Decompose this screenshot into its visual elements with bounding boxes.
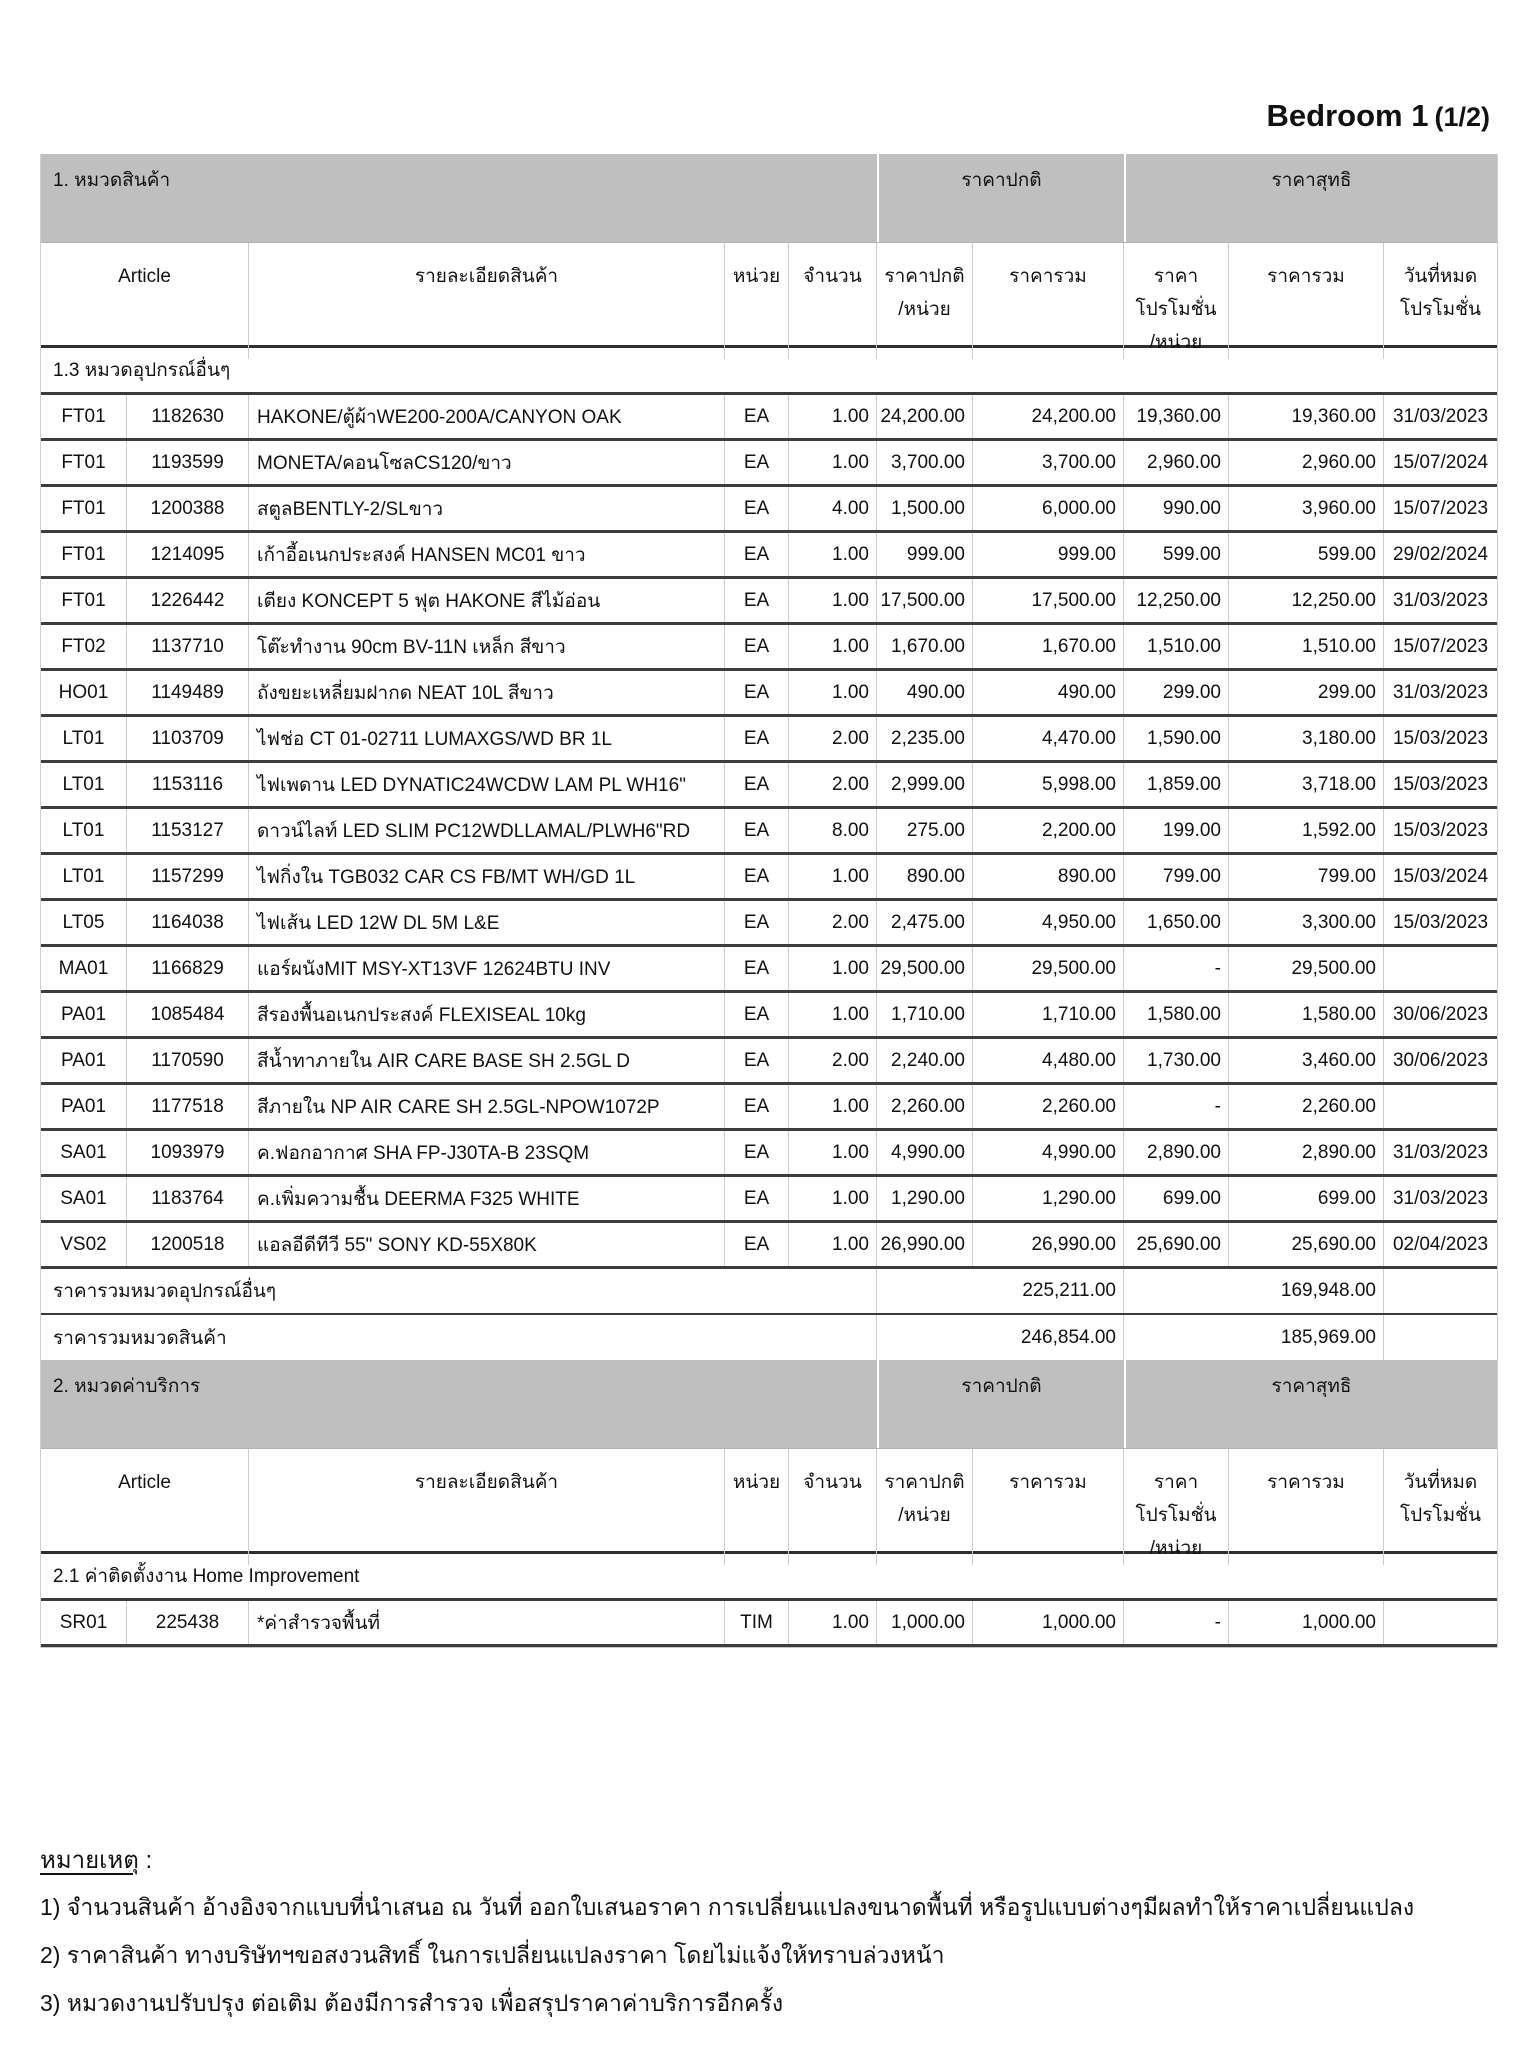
summary-net-total: 185,969.00	[1124, 1315, 1384, 1360]
table-row	[41, 763, 1497, 809]
description-cell: ไฟช่อ CT 01-02711 LUMAXGS/WD BR 1L	[249, 717, 725, 760]
total-price-cell: 1,290.00	[973, 1177, 1124, 1220]
description-cell: แอลอีดีทีวี 55" SONY KD-55X80K	[249, 1223, 725, 1266]
article-type-cell: LT05	[41, 901, 127, 944]
article-code-cell: 1182630	[127, 395, 249, 438]
description-cell: *ค่าสำรวจพื้นที่	[249, 1601, 725, 1644]
unit-price-cell: 1,290.00	[877, 1177, 973, 1220]
promo-unit-price-cell: 1,859.00	[1124, 763, 1229, 806]
promo-total-cell: 3,180.00	[1229, 717, 1384, 760]
table-row	[41, 395, 1497, 441]
promo-unit-price-cell: 1,590.00	[1124, 717, 1229, 760]
promo-expiry-cell: 15/03/2023	[1392, 911, 1489, 933]
table-row	[41, 487, 1497, 533]
description-cell: ค.ฟอกอากาศ SHA FP-J30TA-B 23SQM	[249, 1131, 725, 1174]
col-normal-unit-price-header: ราคาปกติ /หน่วย	[877, 243, 973, 359]
qty-cell: 1.00	[789, 579, 877, 622]
promo-total-cell: 3,718.00	[1229, 763, 1384, 806]
table-row	[41, 1177, 1497, 1223]
table-row	[41, 1131, 1497, 1177]
total-price-cell: 26,990.00	[973, 1223, 1124, 1266]
table-body-products	[41, 395, 1497, 1269]
col-promo-unit-price-header: ราคา โปรโมชั่น /หน่วย	[1124, 243, 1229, 359]
article-type-cell: SA01	[41, 1131, 127, 1174]
section-band-products	[41, 154, 1497, 243]
col-net-total-header: ราคารวม	[1229, 243, 1384, 359]
article-type-cell: PA01	[41, 993, 127, 1036]
qty-cell: 1.00	[789, 1177, 877, 1220]
qty-cell: 1.00	[789, 625, 877, 668]
promo-expiry-cell	[1384, 1085, 1497, 1128]
article-type-cell: SR01	[41, 1601, 127, 1644]
promo-unit-price-cell: 12,250.00	[1124, 579, 1229, 622]
table-row	[41, 533, 1497, 579]
unit-cell: EA	[725, 625, 789, 668]
article-type-cell: MA01	[41, 947, 127, 990]
promo-total-cell: 12,250.00	[1229, 579, 1384, 622]
table-row	[41, 947, 1497, 993]
promo-total-cell: 599.00	[1229, 533, 1384, 576]
promo-unit-price-cell: 799.00	[1124, 855, 1229, 898]
unit-cell: EA	[725, 533, 789, 576]
article-code-cell: 1153116	[127, 763, 249, 806]
article-code-cell: 1183764	[127, 1177, 249, 1220]
promo-total-cell: 2,960.00	[1229, 441, 1384, 484]
total-price-cell: 2,200.00	[973, 809, 1124, 852]
article-type-cell: FT01	[41, 533, 127, 576]
subsection-label: 2.1 ค่าติดตั้งงาน Home Improvement	[53, 1566, 360, 1587]
description-cell: สีภายใน NP AIR CARE SH 2.5GL-NPOW1072P	[249, 1085, 725, 1128]
table-row	[41, 901, 1497, 947]
col-qty-header: จำนวน	[789, 1449, 877, 1565]
article-code-cell: 1153127	[127, 809, 249, 852]
note-line: 2) ราคาสินค้า ทางบริษัทฯขอสงวนสิทธิ์ ในการเปลี่ยนแปลงราคา โดยไม่แจ้งให้ทราบล่วงหน้า	[40, 1942, 945, 1968]
unit-price-cell: 26,990.00	[877, 1223, 973, 1266]
promo-total-cell: 3,300.00	[1229, 901, 1384, 944]
promo-expiry-cell: 02/04/2023	[1392, 1233, 1489, 1255]
article-code-cell: 1177518	[127, 1085, 249, 1128]
total-price-cell: 29,500.00	[973, 947, 1124, 990]
description-cell: MONETA/คอนโซลCS120/ขาว	[249, 441, 725, 484]
promo-expiry-cell: 31/03/2023	[1392, 1187, 1489, 1209]
unit-price-cell: 4,990.00	[877, 1131, 973, 1174]
promo-unit-price-cell: 19,360.00	[1124, 395, 1229, 438]
table-row	[41, 855, 1497, 901]
article-type-cell: FT01	[41, 395, 127, 438]
summary-label: ราคารวมหมวดสินค้า	[41, 1315, 877, 1360]
promo-unit-price-cell: 1,650.00	[1124, 901, 1229, 944]
total-price-cell: 2,260.00	[973, 1085, 1124, 1128]
summary-expiry-empty	[1384, 1269, 1497, 1313]
total-price-cell: 4,480.00	[973, 1039, 1124, 1082]
unit-price-cell: 2,240.00	[877, 1039, 973, 1082]
qty-cell: 1.00	[789, 1131, 877, 1174]
qty-cell: 1.00	[789, 1223, 877, 1266]
unit-price-cell: 3,700.00	[877, 441, 973, 484]
col-description-header: รายละเอียดสินค้า	[249, 243, 725, 359]
unit-price-cell: 1,000.00	[877, 1601, 973, 1644]
promo-unit-price-cell: 990.00	[1124, 487, 1229, 530]
description-cell: HAKONE/ตู้ผ้าWE200-200A/CANYON OAK	[249, 395, 725, 438]
qty-cell: 1.00	[789, 671, 877, 714]
summary-row-other-equipment	[41, 1269, 1497, 1315]
total-price-cell: 490.00	[973, 671, 1124, 714]
promo-unit-price-cell: -	[1124, 1085, 1229, 1128]
article-code-cell: 1157299	[127, 855, 249, 898]
description-cell: ค.เพิ่มความชื้น DEERMA F325 WHITE	[249, 1177, 725, 1220]
description-cell: เตียง KONCEPT 5 ฟุต HAKONE สีไม้อ่อน	[249, 579, 725, 622]
article-type-cell: HO01	[41, 671, 127, 714]
description-cell: ไฟเส้น LED 12W DL 5M L&E	[249, 901, 725, 944]
article-code-cell: 1137710	[127, 625, 249, 668]
table-row	[41, 993, 1497, 1039]
promo-total-cell: 2,260.00	[1229, 1085, 1384, 1128]
qty-cell: 1.00	[789, 993, 877, 1036]
table-row	[41, 809, 1497, 855]
table-row	[41, 1223, 1497, 1269]
total-price-cell: 890.00	[973, 855, 1124, 898]
article-code-cell: 1200388	[127, 487, 249, 530]
unit-price-cell: 2,260.00	[877, 1085, 973, 1128]
article-type-cell: VS02	[41, 1223, 127, 1266]
total-price-cell: 5,998.00	[973, 763, 1124, 806]
promo-unit-price-cell: 599.00	[1124, 533, 1229, 576]
total-price-cell: 1,710.00	[973, 993, 1124, 1036]
description-cell: ไฟเพดาน LED DYNATIC24WCDW LAM PL WH16"	[249, 763, 725, 806]
unit-cell: EA	[725, 1039, 789, 1082]
summary-expiry-empty	[1384, 1315, 1497, 1360]
article-code-cell: 1226442	[127, 579, 249, 622]
article-type-cell: FT02	[41, 625, 127, 668]
promo-total-cell: 1,592.00	[1229, 809, 1384, 852]
article-code-cell: 1193599	[127, 441, 249, 484]
promo-expiry-cell: 31/03/2023	[1392, 589, 1489, 611]
col-normal-total-header: ราคารวม	[973, 1449, 1124, 1565]
unit-price-cell: 2,475.00	[877, 901, 973, 944]
description-cell: เก้าอี้อเนกประสงค์ HANSEN MC01 ขาว	[249, 533, 725, 576]
description-cell: สีน้ำทาภายใน AIR CARE BASE SH 2.5GL D	[249, 1039, 725, 1082]
total-price-cell: 4,950.00	[973, 901, 1124, 944]
promo-unit-price-cell: 25,690.00	[1124, 1223, 1229, 1266]
band-net-price-label: ราคาสุทธิ	[1124, 154, 1497, 242]
total-price-cell: 17,500.00	[973, 579, 1124, 622]
promo-total-cell: 29,500.00	[1229, 947, 1384, 990]
col-promo-expiry-header: วันที่หมด โปรโมชั่น	[1399, 1472, 1482, 1526]
promo-expiry-cell	[1384, 1601, 1497, 1644]
promo-expiry-cell: 15/03/2023	[1392, 727, 1489, 749]
table-row	[41, 1039, 1497, 1085]
table-row	[41, 441, 1497, 487]
subsection-label: 1.3 หมวดอุปกรณ์อื่นๆ	[53, 360, 231, 381]
unit-cell: EA	[725, 1085, 789, 1128]
unit-price-cell: 17,500.00	[877, 579, 973, 622]
summary-normal-total: 246,854.00	[877, 1315, 1124, 1360]
unit-price-cell: 1,710.00	[877, 993, 973, 1036]
qty-cell: 1.00	[789, 947, 877, 990]
promo-unit-price-cell: -	[1124, 1601, 1229, 1644]
unit-cell: TIM	[725, 1601, 789, 1644]
band-normal-price-label: ราคาปกติ	[877, 154, 1124, 242]
table-row	[41, 1601, 1497, 1647]
promo-total-cell: 799.00	[1229, 855, 1384, 898]
promo-total-cell: 1,000.00	[1229, 1601, 1384, 1644]
col-promo-expiry-header: วันที่หมด โปรโมชั่น	[1399, 266, 1482, 320]
article-type-cell: LT01	[41, 809, 127, 852]
column-header-row	[41, 243, 1497, 353]
total-price-cell: 3,700.00	[973, 441, 1124, 484]
page-title	[1267, 98, 1490, 134]
article-type-cell: SA01	[41, 1177, 127, 1220]
table-row	[41, 671, 1497, 717]
qty-cell: 1.00	[789, 395, 877, 438]
promo-unit-price-cell: 1,580.00	[1124, 993, 1229, 1036]
total-price-cell: 1,670.00	[973, 625, 1124, 668]
description-cell: แอร์ผนังMIT MSY-XT13VF 12624BTU INV	[249, 947, 725, 990]
unit-cell: EA	[725, 1177, 789, 1220]
promo-expiry-cell: 15/07/2024	[1392, 451, 1489, 473]
notes-block	[40, 1846, 1510, 2036]
col-normal-total-header: ราคารวม	[973, 243, 1124, 359]
col-qty-header: จำนวน	[789, 243, 877, 359]
article-type-cell: FT01	[41, 487, 127, 530]
unit-cell: EA	[725, 901, 789, 944]
col-article-header: Article	[41, 243, 249, 359]
promo-expiry-cell: 15/03/2023	[1392, 773, 1489, 795]
promo-total-cell: 1,580.00	[1229, 993, 1384, 1036]
unit-price-cell: 490.00	[877, 671, 973, 714]
article-code-cell: 1200518	[127, 1223, 249, 1266]
unit-cell: EA	[725, 947, 789, 990]
unit-cell: EA	[725, 993, 789, 1036]
promo-total-cell: 3,960.00	[1229, 487, 1384, 530]
unit-cell: EA	[725, 1131, 789, 1174]
unit-cell: EA	[725, 763, 789, 806]
promo-expiry-cell: 31/03/2023	[1392, 681, 1489, 703]
promo-unit-price-cell: 199.00	[1124, 809, 1229, 852]
promo-total-cell: 1,510.00	[1229, 625, 1384, 668]
col-normal-unit-price-header: ราคาปกติ /หน่วย	[877, 1449, 973, 1565]
article-code-cell: 1103709	[127, 717, 249, 760]
band-net-price-label: ราคาสุทธิ	[1124, 1360, 1497, 1448]
col-article-header: Article	[41, 1449, 249, 1565]
page-title-text: Bedroom 1	[1266, 98, 1429, 133]
unit-cell: EA	[725, 717, 789, 760]
promo-expiry-cell: 15/03/2024	[1392, 865, 1489, 887]
table-body-services	[41, 1601, 1497, 1648]
col-unit-header: หน่วย	[725, 1449, 789, 1565]
unit-cell: EA	[725, 809, 789, 852]
summary-row-all-products	[41, 1315, 1497, 1360]
unit-price-cell: 275.00	[877, 809, 973, 852]
unit-cell: EA	[725, 441, 789, 484]
promo-unit-price-cell: 2,960.00	[1124, 441, 1229, 484]
description-cell: สีรองพื้นอเนกประสงค์ FLEXISEAL 10kg	[249, 993, 725, 1036]
promo-total-cell: 299.00	[1229, 671, 1384, 714]
promo-expiry-cell: 15/07/2023	[1392, 497, 1489, 519]
unit-price-cell: 999.00	[877, 533, 973, 576]
unit-cell: EA	[725, 395, 789, 438]
description-cell: โต๊ะทำงาน 90cm BV-11N เหล็ก สีขาว	[249, 625, 725, 668]
unit-cell: EA	[725, 671, 789, 714]
promo-unit-price-cell: 2,890.00	[1124, 1131, 1229, 1174]
article-type-cell: FT01	[41, 441, 127, 484]
article-type-cell: LT01	[41, 717, 127, 760]
total-price-cell: 1,000.00	[973, 1601, 1124, 1644]
unit-cell: EA	[725, 487, 789, 530]
table-row	[41, 1085, 1497, 1131]
unit-price-cell: 890.00	[877, 855, 973, 898]
promo-expiry-cell: 29/02/2024	[1392, 543, 1489, 565]
article-type-cell: FT01	[41, 579, 127, 622]
article-type-cell: PA01	[41, 1085, 127, 1128]
description-cell: สตูลBENTLY-2/SLขาว	[249, 487, 725, 530]
quotation-table	[40, 154, 1498, 1648]
promo-expiry-cell: 31/03/2023	[1392, 1141, 1489, 1163]
unit-price-cell: 1,500.00	[877, 487, 973, 530]
section-band-services	[41, 1360, 1497, 1449]
article-code-cell: 1164038	[127, 901, 249, 944]
promo-total-cell: 699.00	[1229, 1177, 1384, 1220]
article-code-cell: 1170590	[127, 1039, 249, 1082]
promo-unit-price-cell: -	[1124, 947, 1229, 990]
promo-total-cell: 19,360.00	[1229, 395, 1384, 438]
band-normal-price-label: ราคาปกติ	[877, 1360, 1124, 1448]
band-category-label: 1. หมวดสินค้า	[53, 170, 171, 191]
unit-price-cell: 24,200.00	[877, 395, 973, 438]
table-row	[41, 579, 1497, 625]
description-cell: ดาวน์ไลท์ LED SLIM PC12WDLLAMAL/PLWH6"RD	[249, 809, 725, 852]
total-price-cell: 6,000.00	[973, 487, 1124, 530]
qty-cell: 2.00	[789, 763, 877, 806]
col-description-header: รายละเอียดสินค้า	[249, 1449, 725, 1565]
description-cell: ถังขยะเหลี่ยมฝากด NEAT 10L สีขาว	[249, 671, 725, 714]
qty-cell: 8.00	[789, 809, 877, 852]
total-price-cell: 4,470.00	[973, 717, 1124, 760]
col-net-total-header: ราคารวม	[1229, 1449, 1384, 1565]
article-code-cell: 225438	[127, 1601, 249, 1644]
promo-expiry-cell: 15/07/2023	[1392, 635, 1489, 657]
qty-cell: 1.00	[789, 1085, 877, 1128]
promo-total-cell: 2,890.00	[1229, 1131, 1384, 1174]
promo-unit-price-cell: 1,730.00	[1124, 1039, 1229, 1082]
qty-cell: 1.00	[789, 1601, 877, 1644]
unit-price-cell: 1,670.00	[877, 625, 973, 668]
column-header-row	[41, 1449, 1497, 1559]
description-cell: ไฟกิ่งใน TGB032 CAR CS FB/MT WH/GD 1L	[249, 855, 725, 898]
col-unit-header: หน่วย	[725, 243, 789, 359]
band-category-label: 2. หมวดค่าบริการ	[53, 1376, 201, 1397]
notes-heading: หมายเหตุ :	[40, 1847, 153, 1874]
page-number-indicator: (1/2)	[1434, 102, 1490, 132]
article-type-cell: LT01	[41, 855, 127, 898]
article-code-cell: 1085484	[127, 993, 249, 1036]
unit-cell: EA	[725, 1223, 789, 1266]
article-code-cell: 1093979	[127, 1131, 249, 1174]
article-code-cell: 1149489	[127, 671, 249, 714]
promo-expiry-cell: 15/03/2023	[1392, 819, 1489, 841]
promo-unit-price-cell: 1,510.00	[1124, 625, 1229, 668]
summary-net-total: 169,948.00	[1124, 1269, 1384, 1313]
unit-price-cell: 2,235.00	[877, 717, 973, 760]
promo-expiry-cell: 30/06/2023	[1392, 1049, 1489, 1071]
article-type-cell: PA01	[41, 1039, 127, 1082]
col-promo-unit-price-header: ราคา โปรโมชั่น /หน่วย	[1124, 1449, 1229, 1565]
total-price-cell: 24,200.00	[973, 395, 1124, 438]
article-code-cell: 1214095	[127, 533, 249, 576]
summary-label: ราคารวมหมวดอุปกรณ์อื่นๆ	[41, 1269, 877, 1313]
promo-unit-price-cell: 699.00	[1124, 1177, 1229, 1220]
article-type-cell: LT01	[41, 763, 127, 806]
unit-cell: EA	[725, 579, 789, 622]
qty-cell: 2.00	[789, 717, 877, 760]
qty-cell: 2.00	[789, 901, 877, 944]
qty-cell: 1.00	[789, 855, 877, 898]
promo-expiry-cell: 31/03/2023	[1392, 405, 1489, 427]
promo-expiry-cell: 30/06/2023	[1392, 1003, 1489, 1025]
note-line: 3) หมวดงานปรับปรุง ต่อเติม ต้องมีการสำรวจ เพื่อสรุปราคาค่าบริการอีกครั้ง	[40, 1990, 784, 2016]
table-row	[41, 625, 1497, 671]
total-price-cell: 4,990.00	[973, 1131, 1124, 1174]
table-row	[41, 717, 1497, 763]
promo-unit-price-cell: 299.00	[1124, 671, 1229, 714]
qty-cell: 2.00	[789, 1039, 877, 1082]
note-line: 1) จำนวนสินค้า อ้างอิงจากแบบที่นำเสนอ ณ วันที่ ออกใบเสนอราคา การเปลี่ยนแปลงขนาดพื้นที่ หรือรูปแบบต่างๆมีผลทำให้ราคาเปลี่ยนแปลง	[40, 1894, 1415, 1920]
promo-total-cell: 3,460.00	[1229, 1039, 1384, 1082]
promo-expiry-cell	[1384, 947, 1497, 990]
qty-cell: 4.00	[789, 487, 877, 530]
article-code-cell: 1166829	[127, 947, 249, 990]
unit-cell: EA	[725, 855, 789, 898]
summary-normal-total: 225,211.00	[877, 1269, 1124, 1313]
unit-price-cell: 2,999.00	[877, 763, 973, 806]
promo-total-cell: 25,690.00	[1229, 1223, 1384, 1266]
total-price-cell: 999.00	[973, 533, 1124, 576]
qty-cell: 1.00	[789, 441, 877, 484]
unit-price-cell: 29,500.00	[877, 947, 973, 990]
qty-cell: 1.00	[789, 533, 877, 576]
